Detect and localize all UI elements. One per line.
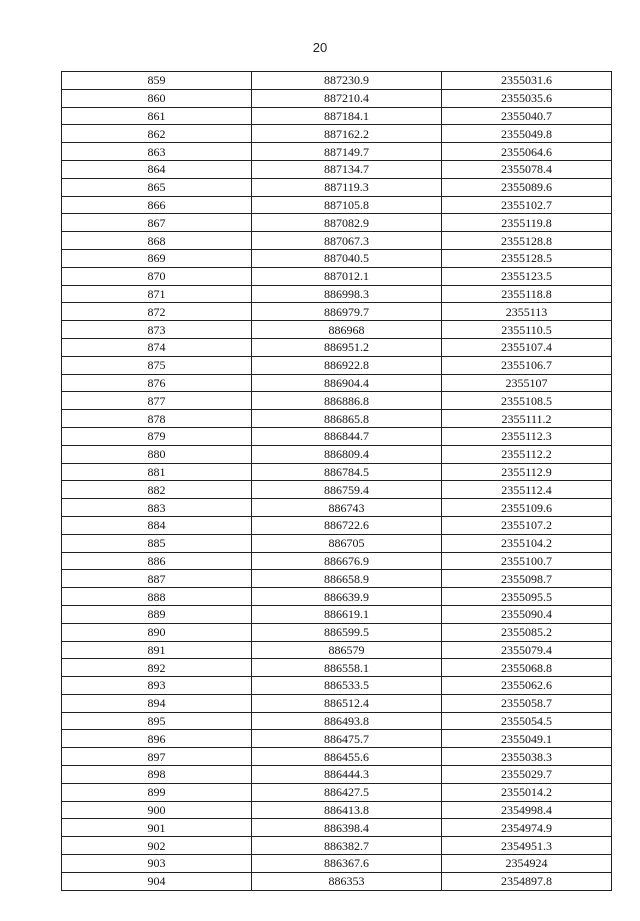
x-coordinate-cell: 886951.2 xyxy=(252,338,442,356)
table-row xyxy=(62,766,612,784)
point-number-cell: 894 xyxy=(62,694,252,712)
x-coordinate-cell: 886968 xyxy=(252,321,442,339)
coordinates-table-body xyxy=(62,72,612,891)
x-coordinate-cell: 887067.3 xyxy=(252,232,442,250)
y-coordinate-cell: 2355112.9 xyxy=(442,463,612,481)
table-row xyxy=(62,605,612,623)
x-coordinate-cell: 886493.8 xyxy=(252,712,442,730)
point-number-cell: 903 xyxy=(62,855,252,873)
y-coordinate-cell: 2355095.5 xyxy=(442,588,612,606)
y-coordinate-cell: 2355119.8 xyxy=(442,214,612,232)
table-row xyxy=(62,872,612,890)
x-coordinate-cell: 886979.7 xyxy=(252,303,442,321)
point-number-cell: 896 xyxy=(62,730,252,748)
x-coordinate-cell: 887134.7 xyxy=(252,160,442,178)
x-coordinate-cell: 886886.8 xyxy=(252,392,442,410)
table-row xyxy=(62,303,612,321)
point-number-cell: 875 xyxy=(62,356,252,374)
table-row xyxy=(62,214,612,232)
table-row xyxy=(62,89,612,107)
point-number-cell: 902 xyxy=(62,837,252,855)
point-number-cell: 859 xyxy=(62,72,252,90)
y-coordinate-cell: 2355098.7 xyxy=(442,570,612,588)
point-number-cell: 899 xyxy=(62,783,252,801)
table-row xyxy=(62,338,612,356)
x-coordinate-cell: 886353 xyxy=(252,872,442,890)
y-coordinate-cell: 2355078.4 xyxy=(442,160,612,178)
point-number-cell: 870 xyxy=(62,267,252,285)
point-number-cell: 881 xyxy=(62,463,252,481)
point-number-cell: 898 xyxy=(62,766,252,784)
y-coordinate-cell: 2355079.4 xyxy=(442,641,612,659)
x-coordinate-cell: 886398.4 xyxy=(252,819,442,837)
y-coordinate-cell: 2355035.6 xyxy=(442,89,612,107)
table-row xyxy=(62,712,612,730)
point-number-cell: 867 xyxy=(62,214,252,232)
y-coordinate-cell: 2355123.5 xyxy=(442,267,612,285)
table-row xyxy=(62,410,612,428)
x-coordinate-cell: 886413.8 xyxy=(252,801,442,819)
table-row xyxy=(62,481,612,499)
table-row xyxy=(62,196,612,214)
point-number-cell: 885 xyxy=(62,534,252,552)
point-number-cell: 863 xyxy=(62,143,252,161)
y-coordinate-cell: 2355106.7 xyxy=(442,356,612,374)
point-number-cell: 868 xyxy=(62,232,252,250)
table-row xyxy=(62,160,612,178)
x-coordinate-cell: 886759.4 xyxy=(252,481,442,499)
point-number-cell: 862 xyxy=(62,125,252,143)
y-coordinate-cell: 2355068.8 xyxy=(442,659,612,677)
table-row xyxy=(62,623,612,641)
x-coordinate-cell: 887184.1 xyxy=(252,107,442,125)
table-row xyxy=(62,659,612,677)
table-row xyxy=(62,748,612,766)
y-coordinate-cell: 2355110.5 xyxy=(442,321,612,339)
point-number-cell: 879 xyxy=(62,427,252,445)
y-coordinate-cell: 2355107 xyxy=(442,374,612,392)
x-coordinate-cell: 886619.1 xyxy=(252,605,442,623)
table-row xyxy=(62,445,612,463)
y-coordinate-cell: 2354998.4 xyxy=(442,801,612,819)
point-number-cell: 900 xyxy=(62,801,252,819)
point-number-cell: 873 xyxy=(62,321,252,339)
point-number-cell: 871 xyxy=(62,285,252,303)
y-coordinate-cell: 2355118.8 xyxy=(442,285,612,303)
x-coordinate-cell: 886512.4 xyxy=(252,694,442,712)
x-coordinate-cell: 887119.3 xyxy=(252,178,442,196)
y-coordinate-cell: 2355062.6 xyxy=(442,677,612,695)
x-coordinate-cell: 886658.9 xyxy=(252,570,442,588)
table-row xyxy=(62,837,612,855)
x-coordinate-cell: 886998.3 xyxy=(252,285,442,303)
point-number-cell: 872 xyxy=(62,303,252,321)
point-number-cell: 865 xyxy=(62,178,252,196)
y-coordinate-cell: 2355112.4 xyxy=(442,481,612,499)
point-number-cell: 892 xyxy=(62,659,252,677)
x-coordinate-cell: 887149.7 xyxy=(252,143,442,161)
table-row xyxy=(62,588,612,606)
table-row xyxy=(62,855,612,873)
y-coordinate-cell: 2355085.2 xyxy=(442,623,612,641)
x-coordinate-cell: 886844.7 xyxy=(252,427,442,445)
x-coordinate-cell: 886865.8 xyxy=(252,410,442,428)
x-coordinate-cell: 886922.8 xyxy=(252,356,442,374)
y-coordinate-cell: 2354951.3 xyxy=(442,837,612,855)
point-number-cell: 886 xyxy=(62,552,252,570)
table-row xyxy=(62,321,612,339)
y-coordinate-cell: 2355128.8 xyxy=(442,232,612,250)
y-coordinate-cell: 2355111.2 xyxy=(442,410,612,428)
table-row xyxy=(62,72,612,90)
table-row xyxy=(62,801,612,819)
x-coordinate-cell: 886579 xyxy=(252,641,442,659)
x-coordinate-cell: 886455.6 xyxy=(252,748,442,766)
coordinates-table xyxy=(61,71,612,891)
x-coordinate-cell: 886809.4 xyxy=(252,445,442,463)
point-number-cell: 884 xyxy=(62,516,252,534)
y-coordinate-cell: 2355049.1 xyxy=(442,730,612,748)
point-number-cell: 880 xyxy=(62,445,252,463)
point-number-cell: 893 xyxy=(62,677,252,695)
x-coordinate-cell: 887040.5 xyxy=(252,249,442,267)
y-coordinate-cell: 2355040.7 xyxy=(442,107,612,125)
table-row xyxy=(62,178,612,196)
table-row xyxy=(62,392,612,410)
y-coordinate-cell: 2355054.5 xyxy=(442,712,612,730)
x-coordinate-cell: 886444.3 xyxy=(252,766,442,784)
x-coordinate-cell: 887230.9 xyxy=(252,72,442,90)
table-row xyxy=(62,125,612,143)
y-coordinate-cell: 2355031.6 xyxy=(442,72,612,90)
x-coordinate-cell: 886599.5 xyxy=(252,623,442,641)
point-number-cell: 887 xyxy=(62,570,252,588)
y-coordinate-cell: 2355014.2 xyxy=(442,783,612,801)
x-coordinate-cell: 887012.1 xyxy=(252,267,442,285)
x-coordinate-cell: 887210.4 xyxy=(252,89,442,107)
y-coordinate-cell: 2355089.6 xyxy=(442,178,612,196)
y-coordinate-cell: 2354924 xyxy=(442,855,612,873)
point-number-cell: 891 xyxy=(62,641,252,659)
page-number: 20 xyxy=(312,40,328,55)
x-coordinate-cell: 886705 xyxy=(252,534,442,552)
table-row xyxy=(62,783,612,801)
table-row xyxy=(62,374,612,392)
point-number-cell: 878 xyxy=(62,410,252,428)
y-coordinate-cell: 2355128.5 xyxy=(442,249,612,267)
table-row xyxy=(62,427,612,445)
y-coordinate-cell: 2355038.3 xyxy=(442,748,612,766)
x-coordinate-cell: 887105.8 xyxy=(252,196,442,214)
table-row xyxy=(62,232,612,250)
x-coordinate-cell: 886533.5 xyxy=(252,677,442,695)
x-coordinate-cell: 886382.7 xyxy=(252,837,442,855)
point-number-cell: 861 xyxy=(62,107,252,125)
y-coordinate-cell: 2355107.4 xyxy=(442,338,612,356)
y-coordinate-cell: 2355064.6 xyxy=(442,143,612,161)
point-number-cell: 895 xyxy=(62,712,252,730)
x-coordinate-cell: 886722.6 xyxy=(252,516,442,534)
table-row xyxy=(62,552,612,570)
point-number-cell: 901 xyxy=(62,819,252,837)
y-coordinate-cell: 2355049.8 xyxy=(442,125,612,143)
table-row xyxy=(62,677,612,695)
table-row xyxy=(62,730,612,748)
point-number-cell: 866 xyxy=(62,196,252,214)
table-row xyxy=(62,819,612,837)
y-coordinate-cell: 2355107.2 xyxy=(442,516,612,534)
point-number-cell: 869 xyxy=(62,249,252,267)
point-number-cell: 882 xyxy=(62,481,252,499)
point-number-cell: 860 xyxy=(62,89,252,107)
table-row xyxy=(62,570,612,588)
table-row xyxy=(62,356,612,374)
point-number-cell: 890 xyxy=(62,623,252,641)
x-coordinate-cell: 886475.7 xyxy=(252,730,442,748)
y-coordinate-cell: 2355109.6 xyxy=(442,499,612,517)
table-row xyxy=(62,694,612,712)
x-coordinate-cell: 886904.4 xyxy=(252,374,442,392)
table-row xyxy=(62,641,612,659)
x-coordinate-cell: 886743 xyxy=(252,499,442,517)
point-number-cell: 904 xyxy=(62,872,252,890)
y-coordinate-cell: 2355113 xyxy=(442,303,612,321)
table-row xyxy=(62,463,612,481)
y-coordinate-cell: 2355090.4 xyxy=(442,605,612,623)
point-number-cell: 888 xyxy=(62,588,252,606)
point-number-cell: 874 xyxy=(62,338,252,356)
y-coordinate-cell: 2355112.3 xyxy=(442,427,612,445)
y-coordinate-cell: 2355108.5 xyxy=(442,392,612,410)
table-row xyxy=(62,107,612,125)
table-row xyxy=(62,285,612,303)
table-row xyxy=(62,516,612,534)
y-coordinate-cell: 2354974.9 xyxy=(442,819,612,837)
y-coordinate-cell: 2354897.8 xyxy=(442,872,612,890)
y-coordinate-cell: 2355029.7 xyxy=(442,766,612,784)
point-number-cell: 876 xyxy=(62,374,252,392)
point-number-cell: 877 xyxy=(62,392,252,410)
point-number-cell: 889 xyxy=(62,605,252,623)
table-row xyxy=(62,499,612,517)
point-number-cell: 897 xyxy=(62,748,252,766)
x-coordinate-cell: 886639.9 xyxy=(252,588,442,606)
y-coordinate-cell: 2355112.2 xyxy=(442,445,612,463)
x-coordinate-cell: 886558.1 xyxy=(252,659,442,677)
table-row xyxy=(62,267,612,285)
x-coordinate-cell: 887082.9 xyxy=(252,214,442,232)
point-number-cell: 864 xyxy=(62,160,252,178)
x-coordinate-cell: 886784.5 xyxy=(252,463,442,481)
x-coordinate-cell: 886676.9 xyxy=(252,552,442,570)
table-row xyxy=(62,534,612,552)
y-coordinate-cell: 2355058.7 xyxy=(442,694,612,712)
y-coordinate-cell: 2355104.2 xyxy=(442,534,612,552)
table-row xyxy=(62,249,612,267)
y-coordinate-cell: 2355102.7 xyxy=(442,196,612,214)
table-row xyxy=(62,143,612,161)
point-number-cell: 883 xyxy=(62,499,252,517)
x-coordinate-cell: 886427.5 xyxy=(252,783,442,801)
x-coordinate-cell: 887162.2 xyxy=(252,125,442,143)
x-coordinate-cell: 886367.6 xyxy=(252,855,442,873)
y-coordinate-cell: 2355100.7 xyxy=(442,552,612,570)
